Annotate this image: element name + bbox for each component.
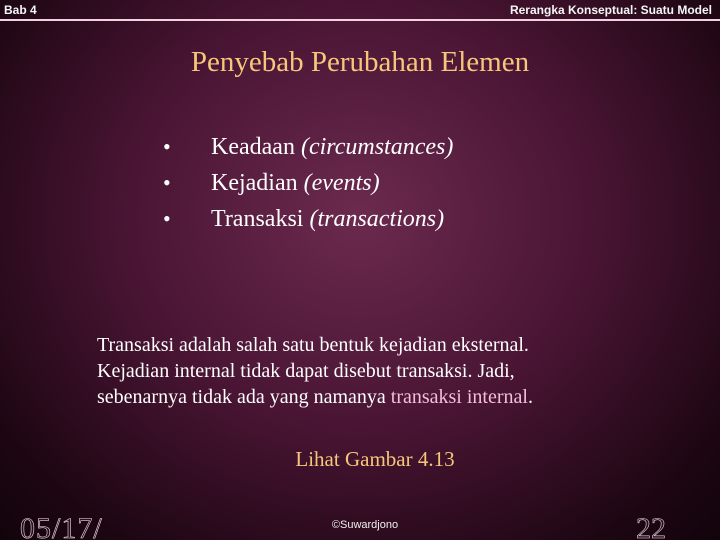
explanation-paragraph: [97, 332, 657, 410]
bullet-italic: (circumstances): [300, 134, 454, 160]
slide-title: Penyebab Perubahan Elemen: [190, 46, 530, 78]
chapter-label: Bab 4: [4, 3, 37, 17]
course-title: Rerangka Konseptual: Suatu Model: [509, 3, 712, 17]
paragraph-line: Transaksi adalah salah satu bentuk kejadian eksternal.: [97, 334, 529, 356]
footer-copyright: ©Suwardjono: [331, 519, 399, 531]
bullet-item: [163, 170, 453, 206]
figure-reference-link[interactable]: Lihat Gambar 4.13: [295, 447, 455, 471]
bullet-italic: (transactions): [309, 206, 445, 232]
bullet-label: Keadaan: [211, 134, 301, 160]
paragraph-text: sebenarnya tidak ada yang namanya: [97, 386, 391, 408]
bullet-item: [163, 134, 453, 170]
bullet-text: [211, 206, 444, 233]
bullet-text: [211, 134, 453, 161]
bullet-label: Transaksi: [211, 206, 310, 232]
footer-date: 05/17/: [20, 512, 103, 540]
bullet-text: [211, 170, 380, 197]
highlight-term: transaksi internal: [390, 386, 528, 408]
bullet-label: Kejadian: [211, 170, 304, 196]
paragraph-line: Kejadian internal tidak dapat disebut transaksi. Jadi,: [97, 360, 515, 382]
page-number: 22: [636, 512, 666, 540]
paragraph-line: [97, 384, 657, 410]
paragraph-text: .: [527, 386, 533, 408]
bullet-item: [163, 206, 453, 242]
bullet-marker: •: [163, 170, 171, 195]
bullet-italic: (events): [303, 170, 380, 196]
bullet-list: [163, 134, 453, 242]
bullet-marker: •: [163, 206, 171, 231]
header-bar: [0, 0, 720, 20]
header-divider: [0, 19, 720, 21]
bullet-marker: •: [163, 134, 171, 159]
